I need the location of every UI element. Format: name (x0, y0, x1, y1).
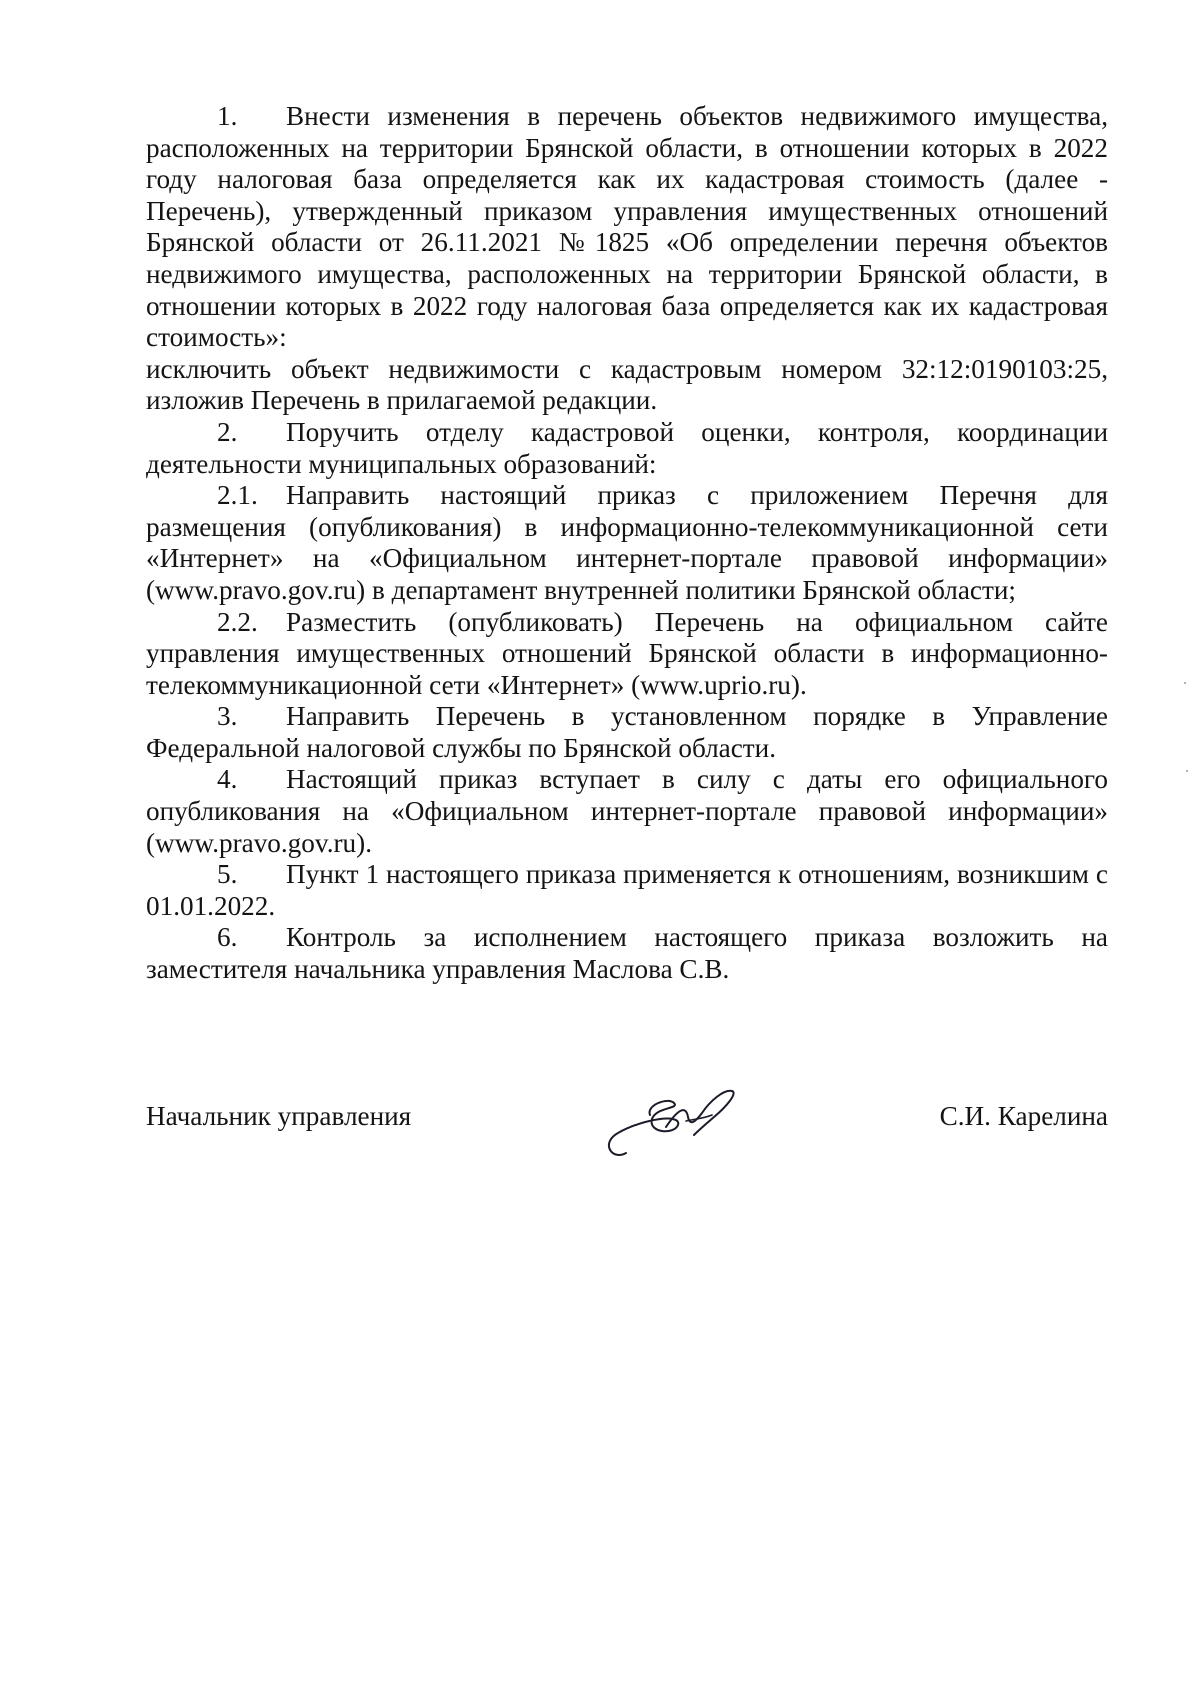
item-text: Направить настоящий приказ с приложением Перечня для размещения (опубликования) в информационно-телекоммуникационной сети «Интернет» на «Официальном интернет-портале правовой информации» (www.pravo.gov.ru) в департамент внутренней политики Брянской области; (146, 480, 1108, 605)
item-1 (146, 101, 1108, 354)
item-number: 2.2. (217, 606, 258, 637)
item-3 (146, 701, 1108, 764)
item-2-1 (146, 480, 1108, 606)
item-number: 2. (217, 416, 238, 447)
item-number: 4. (217, 764, 238, 795)
item-number: 1. (217, 101, 238, 131)
item-1-continuation (146, 354, 1108, 417)
item-text: Направить Перечень в установленном порядке в Управление Федеральной налоговой службы по Брянской области. (146, 701, 1108, 763)
scan-speck (1184, 682, 1186, 684)
item-number: 3. (217, 701, 238, 732)
item-6 (146, 922, 1108, 985)
signatory-position: Начальник управления (146, 1101, 412, 1131)
scan-speck (1186, 770, 1188, 772)
item-number: 6. (217, 922, 238, 953)
item-text: исключить объект недвижимости с кадастровым номером 32:12:0190103:25, изложив Перечень в прилагаемой редакции. (146, 353, 1108, 416)
order-body (146, 101, 1108, 986)
item-2-2 (146, 607, 1108, 702)
item-text: Настоящий приказ вступает в силу с даты его официального опубликования на «Официальном интернет-портале правовой информации» (www.pravo.gov.ru). (146, 764, 1108, 858)
item-4 (146, 764, 1108, 859)
item-5 (146, 859, 1108, 922)
signature-block (146, 1095, 1108, 1185)
item-number: 2.1. (217, 480, 258, 511)
item-text: Контроль за исполнением настоящего приказа возложить на заместителя начальника управления Маслова С.В. (146, 922, 1108, 985)
item-2 (146, 417, 1108, 480)
item-number: 5. (217, 859, 238, 890)
item-text: Внести изменения в перечень объектов недвижимого имущества, расположенных на территории Брянской области, в отношении которых в 2022 году налоговая база определяется как их кадастровая стоимость (далее - Перечень), утвержденный приказом управления имущественных отношений Брянской области от 26.11.2021 №1825 «Об определении перечня объектов недвижимого имущества, расположенных на территории Брянской области, в отношении которых в 2022 году налоговая база определяется как их кадастровая стоимость»: (146, 101, 1108, 353)
item-text: Пункт 1 настоящего приказа применяется к отношениям, возникшим с 01.01.2022. (146, 859, 1108, 921)
signatory-name: С.И. Карелина (939, 1101, 1108, 1131)
handwritten-signature (582, 1069, 762, 1169)
item-text: Разместить (опубликовать) Перечень на официальном сайте управления имущественных отношений Брянской области в информационно-телекоммуникационной сети «Интернет» (www.uprio.ru). (146, 606, 1108, 700)
item-text: Поручить отделу кадастровой оценки, контроля, координации деятельности муниципальных образований: (146, 416, 1108, 479)
